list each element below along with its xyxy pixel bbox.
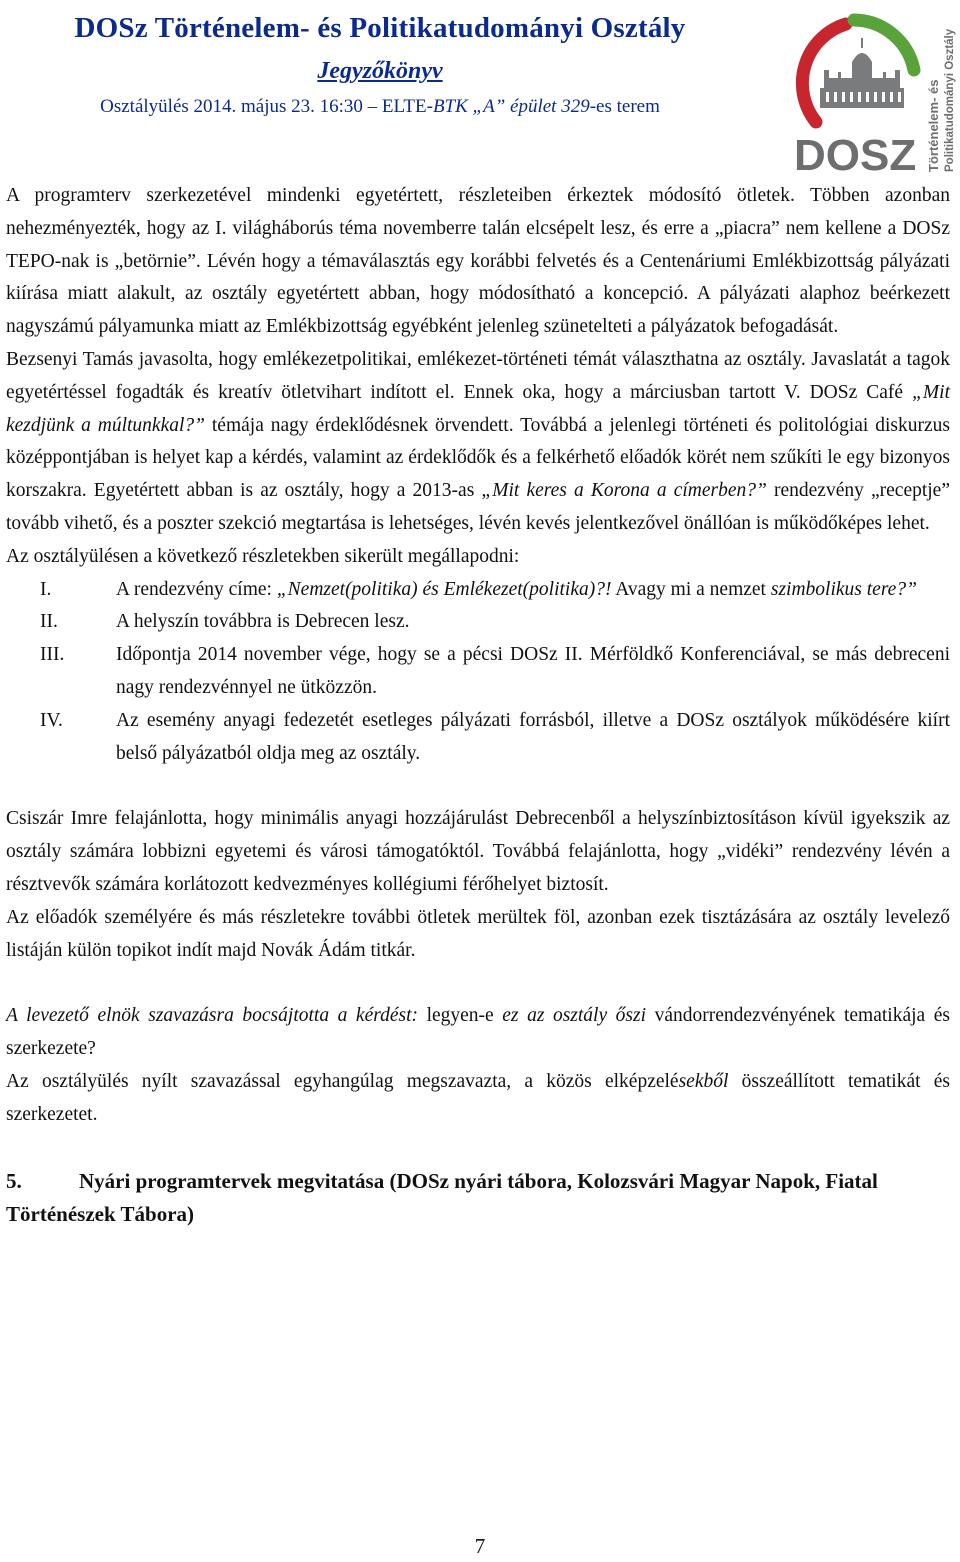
list-item <box>6 705 950 771</box>
agreement-list <box>6 574 950 771</box>
dosz-logo <box>786 4 958 184</box>
section-number: 5. <box>6 1168 22 1193</box>
text-span: Időpontja 2014 november vége, hogy se a pécsi DOSz II. Mérföldkő Konferenciával, se más debreceni nagy rendezvénnyel ne ütközzön. <box>116 644 950 698</box>
page-number: 7 <box>474 1534 486 1558</box>
text-span: vándorrendezvényének tematikája és szerkezete? <box>6 1005 950 1060</box>
text-span: Avagy mi a nemzet <box>611 578 771 600</box>
paragraph-1: A programterv szerkezetével mindenki egyetértett, részleteiben érkeztek módosító ötletek. Többen azonban nehezményezték, hogy az I. világháborús téma novemberre talán elcsépelt lesz, és erre a „piacra” nem kellene a DOSz TEPO-nak is „betörnie”. Lévén hogy a témaválasztás egy korábbi felvetés és a Centenáriumi Emlékbizottság pályázati kiírása miatt alakult, az osztály egyetértett abban, hogy módosítható a koncepció. A pályázati alaphoz beérkezett nagyszámú pályamunka miatt az Emlékbizottság egyébként jelenleg szünetelteti a pályázatok befogadását. <box>6 185 950 338</box>
italic-text: A levezető elnök szavazásra bocsájtotta a kérdést: <box>6 1005 419 1027</box>
italic-title: „Mit keres a Korona a címerben?” <box>481 480 767 502</box>
section-heading <box>6 1165 950 1231</box>
italic-title: szimbolikus tere?” <box>770 578 917 600</box>
text-span: rendezvény „receptje” tovább vihető, és a poszter szekció megtartása is lehetséges, lévén kevés jelentkezővel önállóan is működőképes lehet. <box>6 480 950 534</box>
document-body <box>6 180 950 1231</box>
meeting-info-part: -es terem <box>589 96 660 117</box>
list-number: III. <box>40 644 65 666</box>
text-span: A helyszín továbbra is Debrecen lesz. <box>116 611 410 633</box>
italic-title: „Mit kezdjünk a múltunkkal?” <box>6 381 950 436</box>
paragraph-6 <box>6 1000 950 1066</box>
text-span: A rendezvény címe: <box>116 578 277 600</box>
text-span: összeállított tematikát és szerkezetet. <box>6 1070 950 1125</box>
meeting-info-part: Osztályülés 2014. május 23. 16:30 – ELTE- <box>100 96 433 117</box>
list-item <box>6 574 950 607</box>
logo-side-text-1: Történelem- és <box>926 79 941 172</box>
italic-title: „Nemzet(politika) és Emlékezet(politika)?! <box>276 578 612 600</box>
paragraph-5: Az előadók személyére és más részletekre további ötletek merültek föl, azonban ezek tisztázására az osztály levelező listáján külön topikot indít majd Novák Ádám titkár. <box>6 906 950 961</box>
italic-text: ez az osztály őszi <box>502 1005 647 1027</box>
list-number: I. <box>40 578 52 600</box>
paragraph-4: Csiszár Imre felajánlotta, hogy minimális anyagi hozzájárulást Debrecenből a helyszínbiztosításon kívül igyekszik az osztály számára lobbizni egyetemi és városi támogatóktól. Továbbá felajánlotta, hogy „vidéki” rendezvény lévén a résztvevők számára korlátozott kedvezményes kollégiumi férőhelyet biztosít. <box>6 808 950 895</box>
spacer <box>6 770 950 803</box>
italic-text: sekből <box>678 1070 729 1092</box>
header-title: DOSz Történelem- és Politikatudományi Osztály <box>74 12 686 44</box>
list-item <box>6 606 950 639</box>
text-span: Bezsenyi Tamás javasolta, hogy emlékezetpolitikai, emlékezet-történeti témát választhatna az osztály. Javaslatát a tagok egyetértéssel fogadták és kreatív ötletvihart indított el. Ennek oka, hogy a márciusban tartott V. DOSz Café <box>6 348 950 403</box>
text-span: legyen-e <box>418 1005 503 1027</box>
logo-side-text-2: Politikatudományi Osztály <box>944 28 956 172</box>
list-number: IV. <box>40 709 63 731</box>
meeting-info-italic: BTK „A” épület 329 <box>432 96 590 117</box>
spacer <box>6 1132 950 1165</box>
header-subtitle: Jegyzőkönyv <box>317 58 443 84</box>
logo-wordmark: DOSZ <box>794 131 917 180</box>
text-span: Az osztályülés nyílt szavazással egyhangúlag megszavazta, a közös elképzelé <box>6 1070 679 1092</box>
section-title: Nyári programtervek megvitatása (DOSz nyári tábora, Kolozsvári Magyar Napok, Fiatal Történészek Tábora) <box>6 1168 878 1226</box>
list-item <box>6 639 950 705</box>
paragraph-3: Az osztályülésen a következő részletekben sikerült megállapodni: <box>6 545 520 567</box>
text-span: témája nagy érdeklődésnek örvendett. Továbbá a jelenlegi történeti és politológiai diskurzus középpontjában is helyet kap a kérdés, valamint az érdeklődők és a felkérhető előadók körét nem szűkíti le egy bizonyos korszakra. Egyetértett abban is az osztály, hogy a 2013-as <box>6 414 950 502</box>
header-meeting-info <box>0 96 760 118</box>
list-number: II. <box>40 611 58 633</box>
paragraph-2 <box>6 344 950 541</box>
paragraph-7 <box>6 1066 950 1132</box>
text-span: Az esemény anyagi fedezetét esetleges pályázati forrásból, illetve a DOSz osztályok működésére kiírt belső pályázatból oldja meg az osztály. <box>116 709 950 764</box>
spacer <box>6 967 950 1000</box>
